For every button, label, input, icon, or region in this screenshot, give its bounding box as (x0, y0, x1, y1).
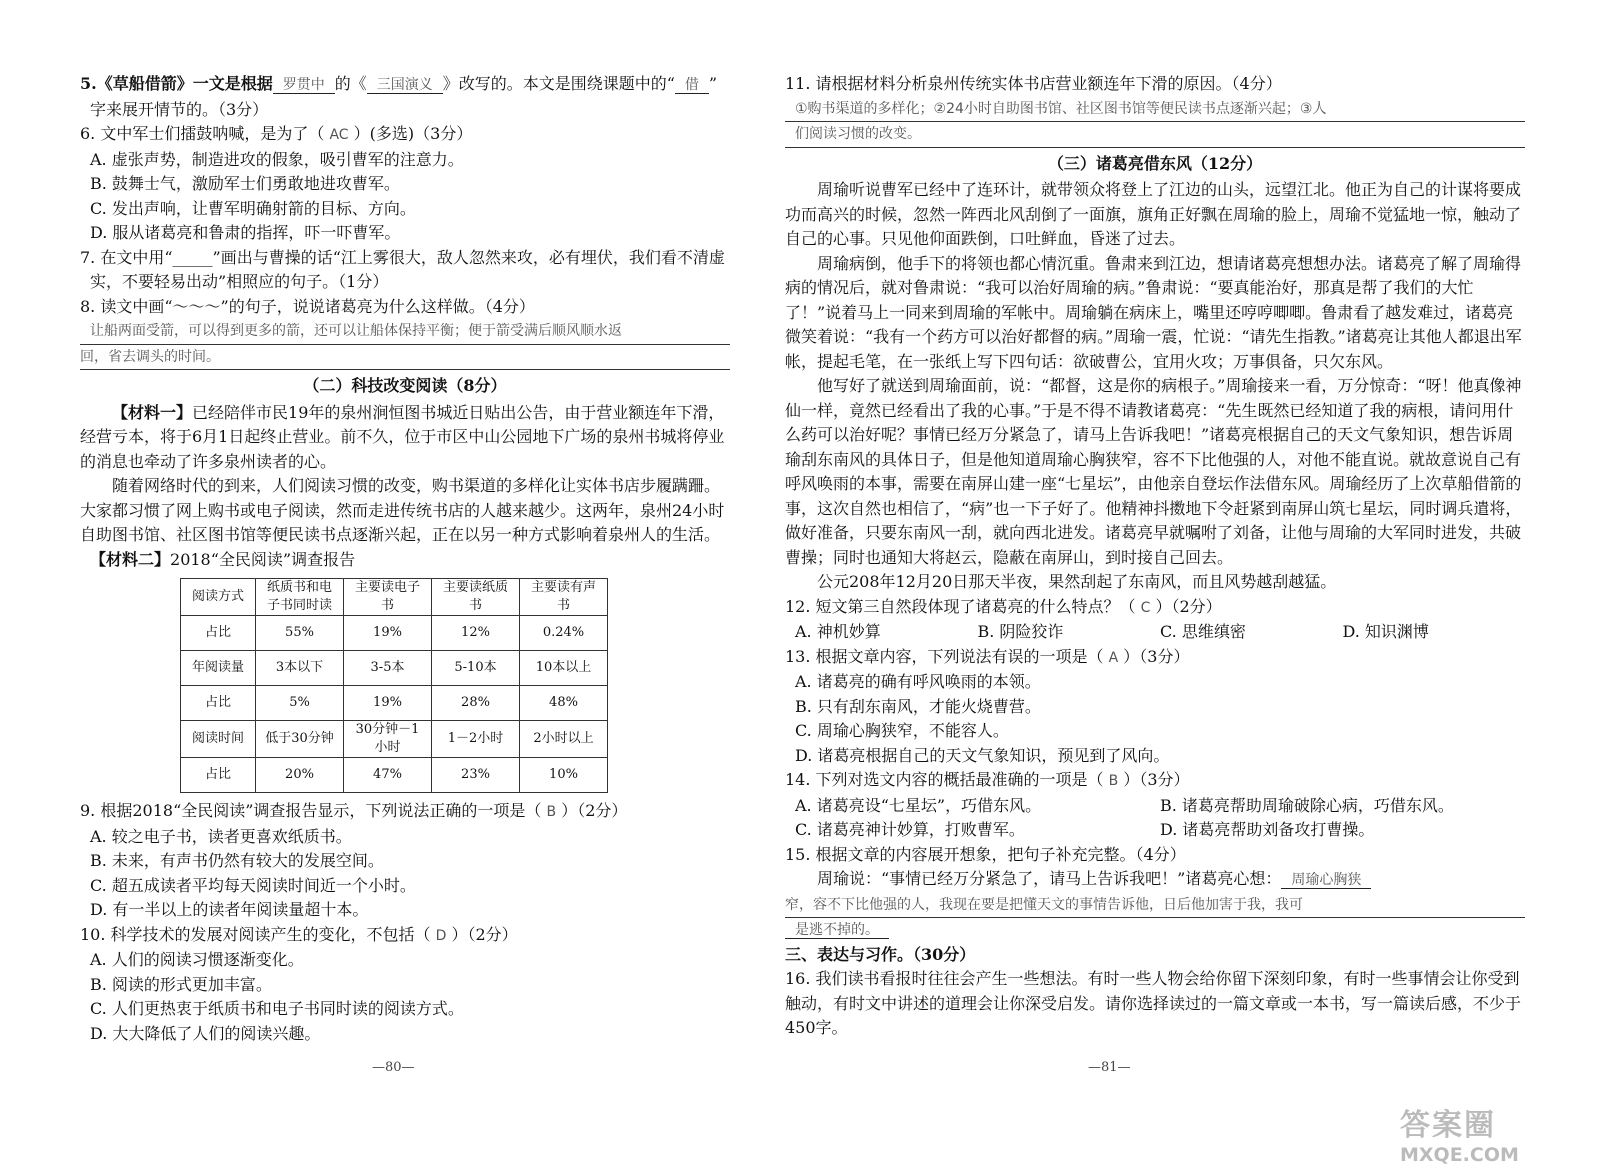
answer-book: 三国演义 (367, 77, 443, 94)
answer-10: D (435, 927, 447, 944)
option: A. 神机妙算 (795, 622, 881, 641)
question-7-cont: 实，不要轻易出动”相照应的句子。（1分） (90, 272, 389, 291)
option: C. 发出声响，让曹军明确射箭的目标、方向。 (90, 198, 416, 218)
options-row (785, 620, 1525, 645)
answer-15-line2: 窄，容不下比他强的人，我现在要是把懂天文的事情告诉他，日后他加害于我，我可 (785, 893, 1525, 919)
answer-12: C (1140, 599, 1151, 616)
story-para: 周瑜听说曹军已经中了连环计，就带领众将登上了江边的山头，远望江北。他正为自己的计谋将要成功而高兴的时候，忽然一阵西北风刮倒了一面旗，旗角正好飘在周瑜的脸上，周瑜不觉猛地一惊，触动了自己的心事。只见他仰面跌倒，口吐鲜血，昏迷了过去。 (785, 180, 1522, 248)
story-para: 周瑜病倒，他手下的将领也都心情沉重。鲁肃来到江边，想请诸葛亮想想办法。诸葛亮了解了周瑜得病的情况后，就对鲁肃说：“我可以治好周瑜的病。”鲁肃说：“要真能治好，那真是帮了我们的大忙了！”说着马上一同来到周瑜的军帐中。周瑜躺在病床上，嘴里还哼哼唧唧。鲁肃看了越发难过，诸葛亮微笑着说：“我有一个药方可以治好都督的病。”周瑜一震，忙说：“请先生指教。”诸葛亮让其他人都退出军帐，提起毛笔，在一张纸上写下四句话：欲破曹公，宜用火攻；万事俱备，只欠东风。 (785, 253, 1522, 371)
answer-14: B (1108, 773, 1119, 789)
answer-11-line1: ①购书渠道的多样化；②24小时自助图书馆、社区图书馆等便民读书点逐渐兴起；③人 (785, 97, 1525, 123)
option: A. 诸葛亮的确有呼风唤雨的本领。 (795, 672, 1041, 691)
question-6: 6. 文中军士们擂鼓呐喊，是为了（ AC ）(多选)（3分） (80, 124, 473, 143)
question-5: 5.《草船借箭》一文是根据 罗贯中 的《 三国演义 》改写的。本文是围绕课题中的“ 借 ” (80, 74, 718, 93)
option: D. 有一半以上的读者年阅读量超十本。 (90, 900, 369, 919)
option: A. 人们的阅读习惯逐渐变化。 (90, 950, 304, 969)
survey-table (180, 578, 608, 793)
answer-13: A (1108, 649, 1119, 666)
answer-6: AC (329, 127, 349, 143)
option: D. 大大降低了人们的阅读兴趣。 (90, 1023, 321, 1043)
option: D. 诸葛亮根据自己的天文气象知识，预见到了风向。 (795, 745, 1170, 765)
option: B. 只有刮东南风，才能火烧曹营。 (795, 696, 1041, 716)
question-15: 15. 根据文章的内容展开想象，把句子补充完整。（4分） (785, 844, 1186, 864)
material-2-title: 【材料二】2018“全民阅读”调查报告 (90, 549, 356, 569)
right-page (785, 72, 1525, 1041)
answer-8-line2: 回，省去调头的时间。 (80, 345, 730, 371)
option: C. 诸葛亮神计妙算，打败曹军。 (795, 820, 1025, 839)
options-row (785, 794, 1525, 819)
question-12: 12. 短文第三自然段体现了诸葛亮的什么特点？（ C ）（2分） (785, 596, 1222, 616)
question-10: 10. 科学技术的发展对阅读产生的变化，不包括（ D ）（2分） (80, 924, 518, 944)
answer-9: B (546, 804, 557, 820)
option: A. 较之电子书，读者更喜欢纸质书。 (90, 826, 352, 846)
story-para: 公元208年12月20日那天半夜，果然刮起了东南风，而且风势越刮越猛。 (817, 572, 1337, 591)
option: A. 诸葛亮设“七星坛”，巧借东风。 (795, 795, 1042, 815)
page-number-right: —81— (1088, 1060, 1131, 1075)
answer-char: 借 (675, 77, 709, 94)
answer-8-line1: 让船两面受箭，可以得到更多的箭，还可以让船体保持平衡；便于箭受满后顺风顺水返 (80, 319, 730, 345)
material-1-para-1: 【材料一】已经陪伴市民19年的泉州涧恒图书城近日贴出公告，由于营业额连年下滑，经营亏本，将于6月1日起终止营业。前不久，位于市区中山公园地下广场的泉州书城将停业的消息也牵动了许多泉州读者的心。 (80, 402, 725, 471)
section-writing-title: 三、表达与习作。（30分） (785, 944, 976, 964)
section-2-title: （二）科技改变阅读（8分） (303, 376, 507, 395)
option: D. 知识渊博 (1342, 622, 1429, 641)
question-15-lead: 周瑜说：“事情已经万分紧急了，请马上告诉我吧！”诸葛亮心想： 周瑜心胸狭 (785, 867, 1525, 893)
question-8: 8. 读文中画“～～～”的句子，说说诸葛亮为什么这样做。（4分） (80, 296, 535, 316)
option: B. 诸葛亮帮助周瑜破除心病，巧借东风。 (1160, 795, 1454, 815)
table-row: 阅读方式 纸质书和电子书同时读 主要读电子书 主要读纸质书 主要读有声书 (181, 579, 608, 616)
option: B. 阅读的形式更加丰富。 (90, 974, 272, 994)
option: C. 思维缜密 (1160, 622, 1246, 641)
option: C. 人们更热衷于纸质书和电子书同时读的阅读方式。 (90, 999, 464, 1018)
material-1-para-2: 随着网络时代的到来，人们阅读习惯的改变，购书渠道的多样化让实体书店步履蹒跚。大家都习惯了网上购书或电子阅读，然而走进传统书店的人越来越少。这两年，泉州24小时自助图书馆、社区图书馆等便民读书点逐渐兴起，正在以另一种方式影响着泉州人的生活。 (80, 476, 725, 544)
left-page (80, 72, 730, 1046)
answer-15-start: 周瑜心胸狭 (1281, 872, 1371, 889)
question-16: 16. 我们读书看报时往往会产生一些想法。有时一些人物会给你留下深刻印象，有时一些事情会让你受到触动，有时文中讲述的道理会让你深受启发。请你选择读过的一篇文章或一本书，写一篇读后感，不少于450字。 (785, 969, 1522, 1037)
options-row (785, 818, 1525, 843)
question-7: 7. 在文中用“_____”画出与曹操的话“江上雾很大，敌人忽然来攻，必有埋伏，我们看不清虚 (80, 247, 725, 267)
option: C. 周瑜心胸狭窄，不能容人。 (795, 721, 1009, 740)
question-14: 14. 下列对选文内容的概括最准确的一项是（ B ）（3分） (785, 770, 1190, 789)
section-3-title: （三）诸葛亮借东风（12分） (1047, 153, 1263, 173)
answer-15-line3: 是逃不掉的。 (785, 918, 1525, 943)
watermark-logo: 答案圈 MXQE.COM (1400, 1108, 1519, 1166)
option: A. 虚张声势，制造进攻的假象，吸引曹军的注意力。 (90, 149, 464, 169)
option: C. 超五成读者平均每天阅读时间近一个小时。 (90, 875, 416, 895)
question-13: 13. 根据文章内容，下列说法有误的一项是（ A ）（3分） (785, 646, 1190, 666)
answer-author: 罗贯中 (273, 77, 335, 94)
option: D. 诸葛亮帮助刘备攻打曹操。 (1160, 820, 1375, 839)
question-5-tail: 字来展开情节的。（3分） (90, 99, 269, 119)
option: B. 未来，有声书仍然有较大的发展空间。 (90, 851, 384, 870)
story-para: 他写好了就送到周瑜面前，说：“都督，这是你的病根子。”周瑜接来一看，万分惊奇：“呀！他真像神仙一样，竟然已经看出了我的心事。”于是不得不请教诸葛亮：“先生既然已经知道了我的病根，请问用什么药可以治好呢？事情已经万分紧急了，请马上告诉我吧！”诸葛亮根据自己的天文气象知识，想告诉周瑜刮东南风的具体日子，但是他知道周瑜心胸狭窄，容不下比他强的人，对他不能直说。就故意说自己有呼风唤雨的本事，需要在南屏山建一座“七星坛”，由他亲自登坛作法借东风。周瑜经历了上次草船借箭的事，这次自然也相信了，“病”也一下子好了。他精神抖擞地下令赶紧到南屏山筑七星坛，同时调兵遣将，做好准备，只要东南风一刮，就向西北进发。诸葛亮早就嘱咐了刘备，让他与周瑜的大军同时进发，共破曹操；同时也通知大将赵云，隐蔽在南屏山，到时接自己回去。 (785, 376, 1522, 567)
option: B. 鼓舞士气，激励军士们勇敢地进攻曹军。 (90, 174, 400, 193)
table-row: 占比 55% 19% 12% 0.24% (181, 616, 608, 651)
page-number-left: —80— (372, 1060, 415, 1075)
option: B. 阴险狡诈 (977, 622, 1064, 641)
table-row: 占比 20% 47% 23% 10% (181, 758, 608, 793)
question-9: 9. 根据2018“全民阅读”调查报告显示，下列说法正确的一项是（ B ）（2分） (80, 801, 628, 820)
answer-11-line2: 们阅读习惯的改变。 (785, 122, 1525, 148)
option: D. 服从诸葛亮和鲁肃的指挥，吓一吓曹军。 (90, 223, 401, 242)
table-row: 阅读时间 低于30分钟 30分钟－1小时 1－2小时 2小时以上 (181, 721, 608, 758)
table-row: 占比 5% 19% 28% 48% (181, 686, 608, 721)
table-row: 年阅读量 3本以下 3-5本 5-10本 10本以上 (181, 651, 608, 686)
question-11: 11. 请根据材料分析泉州传统实体书店营业额连年下滑的原因。（4分） (785, 74, 1282, 93)
